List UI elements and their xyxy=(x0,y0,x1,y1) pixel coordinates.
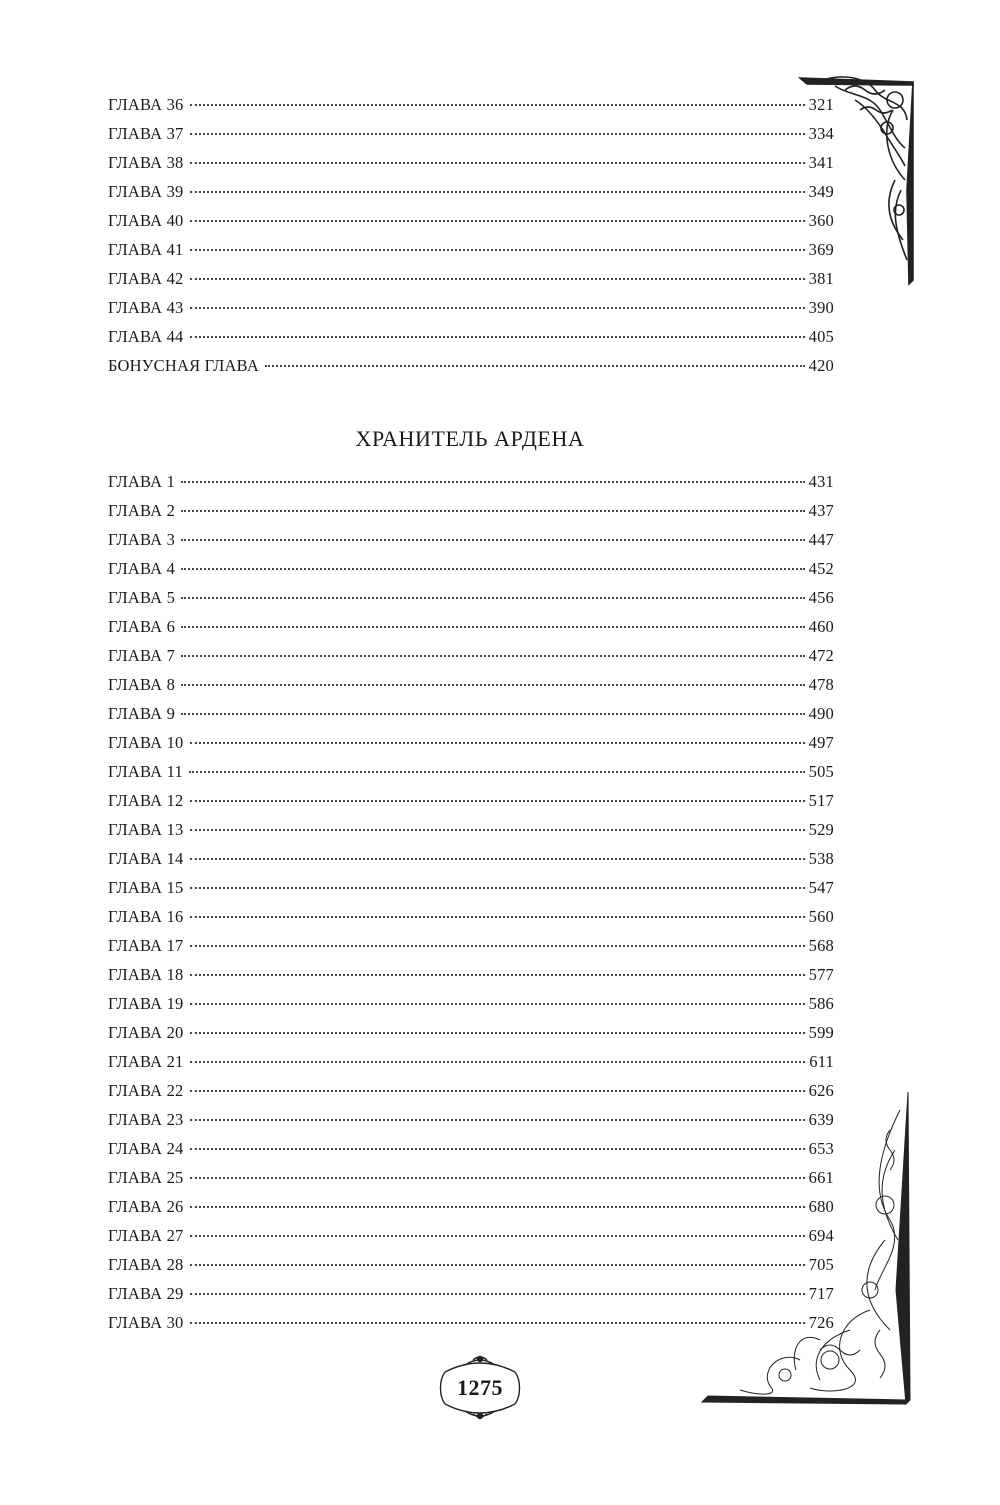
page-number-frame xyxy=(435,1352,525,1422)
toc-entry-label: ГЛАВА 24 xyxy=(108,1139,184,1158)
dot-leader xyxy=(190,1061,806,1063)
toc-entry-label: ГЛАВА 13 xyxy=(108,820,184,839)
dot-leader xyxy=(190,887,805,889)
toc-entry-page: 505 xyxy=(808,762,834,781)
toc-entry-page: 726 xyxy=(808,1313,834,1332)
dot-leader xyxy=(181,481,805,483)
toc-entry-label: ГЛАВА 44 xyxy=(108,327,184,346)
toc-entry-label: ГЛАВА 18 xyxy=(108,965,184,984)
toc-entry-page: 577 xyxy=(808,965,834,984)
toc-entry-page: 405 xyxy=(808,327,834,346)
toc-entry-label: ГЛАВА 26 xyxy=(108,1197,184,1216)
dot-leader xyxy=(190,974,805,976)
toc-entry-page: 472 xyxy=(808,646,834,665)
toc-entry-label: ГЛАВА 14 xyxy=(108,849,184,868)
toc-entry xyxy=(108,1052,834,1081)
dot-leader xyxy=(190,945,805,947)
toc-entry xyxy=(108,733,834,762)
toc-entry-label: ГЛАВА 19 xyxy=(108,994,184,1013)
dot-leader xyxy=(189,771,805,773)
toc-entry xyxy=(108,95,834,124)
toc-entry-label: ГЛАВА 43 xyxy=(108,298,184,317)
toc-entry-page: 599 xyxy=(808,1023,834,1042)
toc-entry xyxy=(108,994,834,1023)
dot-leader xyxy=(181,713,805,715)
toc-entry-page: 437 xyxy=(808,501,834,520)
toc-entry-label: ГЛАВА 8 xyxy=(108,675,176,694)
toc-entry-page: 452 xyxy=(808,559,834,578)
dot-leader xyxy=(190,104,805,106)
corner-ornament-bottom-icon xyxy=(700,1090,915,1415)
toc-entry-label: ГЛАВА 16 xyxy=(108,907,184,926)
toc-entry-label: ГЛАВА 25 xyxy=(108,1168,184,1187)
toc-entry-label: ГЛАВА 40 xyxy=(108,211,184,230)
toc-entry xyxy=(108,211,834,240)
dot-leader xyxy=(190,220,805,222)
toc-entry-page: 490 xyxy=(808,704,834,723)
toc-entry-page: 381 xyxy=(808,269,834,288)
corner-ornament-top-icon xyxy=(795,70,925,295)
toc-entry-page: 538 xyxy=(808,849,834,868)
toc-entry xyxy=(108,356,834,385)
dot-leader xyxy=(181,539,805,541)
toc-entry xyxy=(108,617,834,646)
toc-entry-label: ГЛАВА 36 xyxy=(108,95,184,114)
toc-entry-page: 349 xyxy=(808,182,834,201)
section-title: ХРАНИТЕЛЬ АРДЕНА xyxy=(355,426,585,451)
dot-leader xyxy=(190,162,805,164)
dot-leader xyxy=(181,655,805,657)
toc-entry xyxy=(108,820,834,849)
toc-entry xyxy=(108,530,834,559)
toc-entry-label: ГЛАВА 27 xyxy=(108,1226,184,1245)
toc-entry-page: 705 xyxy=(808,1255,834,1274)
toc-entry xyxy=(108,646,834,675)
toc-entry xyxy=(108,1023,834,1052)
toc-entry xyxy=(108,791,834,820)
toc-list-top xyxy=(108,95,834,385)
dot-leader xyxy=(190,307,805,309)
toc-entry-label: ГЛАВА 30 xyxy=(108,1313,184,1332)
toc-entry xyxy=(108,472,834,501)
toc-entry xyxy=(108,849,834,878)
toc-entry-page: 639 xyxy=(808,1110,834,1129)
dot-leader xyxy=(190,916,805,918)
toc-entry-page: 661 xyxy=(808,1168,834,1187)
toc-entry-page: 560 xyxy=(808,907,834,926)
toc-entry-page: 547 xyxy=(808,878,834,897)
toc-entry-label: ГЛАВА 11 xyxy=(108,762,183,781)
toc-entry-label: ГЛАВА 23 xyxy=(108,1110,184,1129)
toc-entry-label: ГЛАВА 6 xyxy=(108,617,176,636)
toc-entry xyxy=(108,240,834,269)
toc-entry xyxy=(108,124,834,153)
toc-entry xyxy=(108,675,834,704)
dot-leader xyxy=(181,510,805,512)
dot-leader xyxy=(181,626,805,628)
toc-entry-label: ГЛАВА 12 xyxy=(108,791,184,810)
toc-entry-label: ГЛАВА 2 xyxy=(108,501,176,520)
toc-entry-page: 611 xyxy=(809,1052,834,1071)
toc-entry-page: 431 xyxy=(808,472,834,491)
toc-entry-page: 626 xyxy=(808,1081,834,1100)
toc-entry xyxy=(108,936,834,965)
toc-entry xyxy=(108,327,834,356)
dot-leader xyxy=(190,278,805,280)
toc-entry-page: 369 xyxy=(808,240,834,259)
toc-entry-label: ГЛАВА 20 xyxy=(108,1023,184,1042)
toc-entry-label: ГЛАВА 38 xyxy=(108,153,184,172)
toc-entry xyxy=(108,559,834,588)
toc-entry-page: 517 xyxy=(808,791,834,810)
toc-entry-page: 420 xyxy=(808,356,834,375)
toc-entry-page: 586 xyxy=(808,994,834,1013)
dot-leader xyxy=(265,365,805,367)
toc-entry-label: ГЛАВА 7 xyxy=(108,646,176,665)
toc-entry-page: 653 xyxy=(808,1139,834,1158)
toc-entry-page: 390 xyxy=(808,298,834,317)
dot-leader xyxy=(181,597,805,599)
dot-leader xyxy=(190,133,805,135)
dot-leader xyxy=(190,829,805,831)
dot-leader xyxy=(181,684,805,686)
toc-entry-page: 478 xyxy=(808,675,834,694)
toc-entry-label: ГЛАВА 10 xyxy=(108,733,184,752)
toc-entry xyxy=(108,965,834,994)
toc-entry-label: ГЛАВА 1 xyxy=(108,472,176,491)
toc-entry-label: ГЛАВА 21 xyxy=(108,1052,184,1071)
toc-entry-label: ГЛАВА 39 xyxy=(108,182,184,201)
toc-entry-page: 568 xyxy=(808,936,834,955)
toc-entry xyxy=(108,878,834,907)
toc-entry xyxy=(108,907,834,936)
toc-entry xyxy=(108,501,834,530)
toc-entry-label: ГЛАВА 37 xyxy=(108,124,184,143)
toc-entry xyxy=(108,298,834,327)
toc-entry-page: 694 xyxy=(808,1226,834,1245)
toc-entry xyxy=(108,762,834,791)
dot-leader xyxy=(190,191,805,193)
toc-entry xyxy=(108,704,834,733)
toc-entry-label: ГЛАВА 42 xyxy=(108,269,184,288)
toc-entry-label: ГЛАВА 15 xyxy=(108,878,184,897)
toc-entry-page: 460 xyxy=(808,617,834,636)
toc-entry-page: 497 xyxy=(808,733,834,752)
toc-entry-label: ГЛАВА 3 xyxy=(108,530,176,549)
dot-leader xyxy=(190,336,805,338)
dot-leader xyxy=(181,568,805,570)
dot-leader xyxy=(190,800,805,802)
toc-entry xyxy=(108,269,834,298)
toc-entry xyxy=(108,153,834,182)
toc-entry-page: 447 xyxy=(808,530,834,549)
dot-leader xyxy=(190,1032,805,1034)
toc-entry-label: БОНУСНАЯ ГЛАВА xyxy=(108,356,259,375)
toc-entry-label: ГЛАВА 41 xyxy=(108,240,184,259)
dot-leader xyxy=(190,742,805,744)
toc-entry-page: 334 xyxy=(808,124,834,143)
toc-entry-page: 360 xyxy=(808,211,834,230)
toc-entry-label: ГЛАВА 17 xyxy=(108,936,184,955)
dot-leader xyxy=(190,858,805,860)
toc-entry xyxy=(108,182,834,211)
toc-entry-label: ГЛАВА 9 xyxy=(108,704,176,723)
toc-entry-label: ГЛАВА 22 xyxy=(108,1081,184,1100)
dot-leader xyxy=(190,249,805,251)
toc-entry-page: 456 xyxy=(808,588,834,607)
toc-entry-label: ГЛАВА 4 xyxy=(108,559,176,578)
toc-entry-page: 717 xyxy=(808,1284,834,1303)
toc-entry-page: 321 xyxy=(808,95,834,114)
toc-entry-label: ГЛАВА 29 xyxy=(108,1284,184,1303)
toc-entry-page: 680 xyxy=(808,1197,834,1216)
dot-leader xyxy=(190,1003,805,1005)
toc-entry xyxy=(108,588,834,617)
page-number: 1275 xyxy=(457,1375,503,1400)
toc-entry-label: ГЛАВА 28 xyxy=(108,1255,184,1274)
toc-entry-page: 529 xyxy=(808,820,834,839)
toc-entry-label: ГЛАВА 5 xyxy=(108,588,176,607)
toc-entry-page: 341 xyxy=(808,153,834,172)
